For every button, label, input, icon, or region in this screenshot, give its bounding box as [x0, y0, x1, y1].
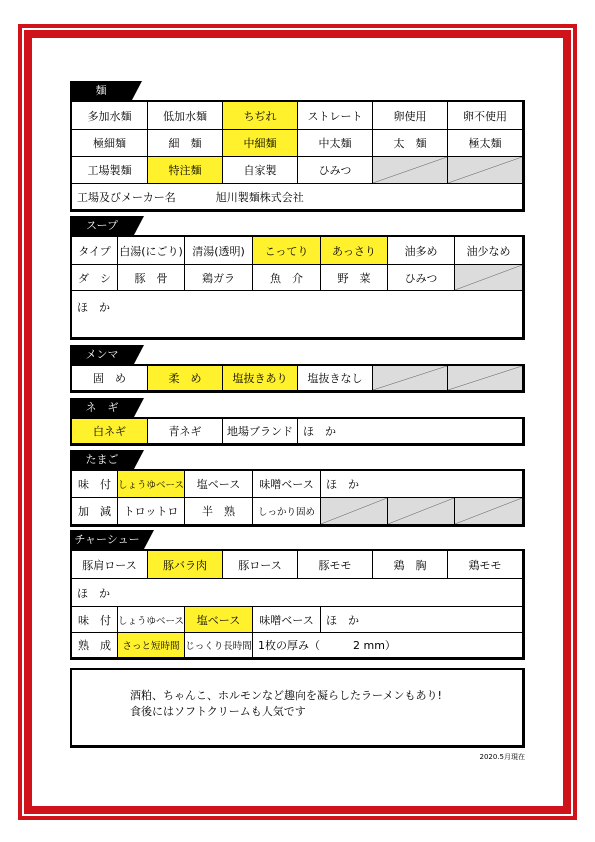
option-cell[interactable]: 豚肩ロース	[82, 558, 137, 572]
option-cell[interactable]: トロットロ	[117, 498, 184, 524]
option-cell-selected[interactable]: さっと短時間	[117, 633, 184, 657]
chashu-flavor-other-field[interactable]	[320, 607, 522, 632]
option-cell[interactable]: 地場ブランド	[222, 419, 297, 443]
menma-table	[70, 364, 525, 393]
option-cell[interactable]: 工場製麺	[87, 164, 132, 177]
option-cell[interactable]: 青ネギ	[147, 419, 222, 443]
option-cell-selected[interactable]: 柔 め	[147, 366, 222, 390]
option-cell[interactable]: 塩抜きなし	[297, 366, 372, 390]
empty-cell	[372, 366, 447, 390]
option-cell[interactable]: 多加水麺	[87, 109, 132, 123]
option-cell[interactable]: 中太麺	[297, 130, 372, 156]
as-of-date: 2020.5月現在	[479, 753, 525, 761]
other-label: ほ か	[77, 301, 110, 314]
chashu-table	[70, 549, 525, 660]
option-cell[interactable]: 豚ロース	[222, 551, 297, 578]
option-cell[interactable]: 鶏モモ	[447, 551, 522, 578]
noodle-row-2	[72, 129, 522, 156]
menma-label: メンマ	[70, 345, 134, 364]
option-cell[interactable]: 自家製	[222, 157, 297, 183]
row-header: タイプ	[78, 244, 111, 258]
option-cell[interactable]: 油多め	[387, 237, 454, 264]
option-cell[interactable]: 極細麺	[93, 137, 126, 150]
option-cell-selected[interactable]: 特注麺	[147, 157, 222, 183]
other-label: ほ か	[303, 425, 336, 438]
chashu-label: チャーシュー	[70, 530, 144, 549]
option-cell[interactable]: ストレート	[297, 102, 372, 129]
option-cell-selected[interactable]: 豚バラ肉	[147, 551, 222, 578]
option-cell[interactable]: 魚 介	[252, 265, 320, 290]
option-cell[interactable]: ひみつ	[387, 265, 454, 290]
empty-cell	[447, 366, 522, 390]
option-cell[interactable]: 豚モモ	[297, 551, 372, 578]
soup-other-field[interactable]	[72, 291, 522, 337]
other-label: ほ か	[77, 586, 110, 600]
comment-box	[70, 668, 525, 748]
comment-line-2: 食後にはソフトクリームも人気です	[130, 705, 306, 718]
egg-row-1	[72, 471, 522, 497]
option-cell[interactable]: 鶏 胸	[372, 551, 447, 578]
empty-cell	[320, 498, 387, 524]
option-cell[interactable]: 半 熟	[184, 498, 252, 524]
maker-value: 旭川製麺株式会社	[215, 191, 304, 204]
option-cell[interactable]: 太 麺	[372, 130, 447, 156]
row-header: 熟 成	[78, 639, 111, 652]
egg-row-2	[72, 497, 522, 524]
empty-cell	[454, 498, 522, 524]
menma-row	[72, 366, 522, 390]
soup-table	[70, 235, 525, 340]
option-cell-selected[interactable]: しょうゆベース	[117, 471, 184, 497]
option-cell[interactable]: 清湯(透明)	[184, 237, 252, 264]
chashu-row-4	[72, 632, 522, 657]
maker-field[interactable]	[72, 184, 522, 210]
option-cell[interactable]: 野 菜	[320, 265, 387, 290]
empty-cell	[372, 157, 447, 183]
chashu-row-2	[72, 578, 522, 606]
chashu-row-3	[72, 606, 522, 632]
row-header: 加 減	[78, 505, 111, 518]
chashu-other-field[interactable]	[72, 579, 522, 606]
empty-cell	[447, 157, 522, 183]
soup-other-row	[72, 290, 522, 337]
negi-label: ネ ギ	[70, 398, 134, 417]
option-cell-selected[interactable]: ちぢれ	[222, 102, 297, 129]
option-cell[interactable]: 固 め	[93, 372, 126, 385]
egg-label: たまご	[70, 450, 134, 469]
option-cell-selected[interactable]: あっさり	[320, 237, 387, 264]
maker-label: 工場及びメーカー名	[77, 191, 176, 204]
empty-cell	[454, 265, 522, 290]
noodle-row-1	[72, 102, 522, 129]
option-cell[interactable]: 白湯(にごり)	[117, 237, 184, 264]
soup-label: スープ	[70, 216, 134, 235]
option-cell[interactable]: 卵使用	[372, 102, 447, 129]
thickness-field[interactable]: 1枚の厚み（ 2 mm）	[252, 633, 522, 657]
egg-other-field[interactable]	[320, 471, 522, 497]
option-cell[interactable]: 油少なめ	[454, 237, 522, 264]
option-cell[interactable]: 塩ベース	[184, 471, 252, 497]
option-cell[interactable]: 豚 骨	[117, 265, 184, 290]
noodle-row-3	[72, 156, 522, 183]
option-cell[interactable]: しっかり固め	[252, 498, 320, 524]
option-cell[interactable]: 鶏ガラ	[184, 265, 252, 290]
option-cell-selected[interactable]: 白ネギ	[72, 419, 147, 443]
option-cell[interactable]: しょうゆベース	[117, 607, 184, 632]
soup-row-1	[72, 237, 522, 264]
option-cell[interactable]: 味噌ベース	[252, 607, 320, 632]
option-cell[interactable]: じっくり長時間	[184, 633, 252, 657]
other-label: ほ か	[326, 613, 359, 627]
row-header: ダ シ	[78, 271, 111, 285]
egg-table	[70, 469, 525, 527]
option-cell[interactable]: ひみつ	[297, 157, 372, 183]
chashu-row-1	[72, 551, 522, 578]
negi-other-field[interactable]	[297, 419, 522, 443]
option-cell[interactable]: 細 麺	[147, 130, 222, 156]
negi-table	[70, 417, 525, 446]
option-cell-selected[interactable]: 塩ベース	[184, 607, 252, 632]
option-cell[interactable]: 低加水麺	[147, 102, 222, 129]
row-header: 味 付	[78, 613, 111, 627]
noodle-maker-row	[72, 183, 522, 210]
option-cell-selected[interactable]: 中細麺	[222, 130, 297, 156]
comment-line-1: 酒粕、ちゃんこ、ホルモンなど趣向を凝らしたラーメンもあり!	[130, 689, 442, 702]
noodle-table	[70, 100, 525, 212]
negi-row	[72, 419, 522, 443]
option-cell[interactable]: 味噌ベース	[252, 471, 320, 497]
row-header: 味 付	[78, 478, 111, 491]
empty-cell	[387, 498, 454, 524]
soup-row-2	[72, 264, 522, 290]
option-cell-selected[interactable]: こってり	[252, 237, 320, 264]
other-label: ほ か	[326, 478, 359, 491]
noodle-label: 麺	[70, 81, 132, 100]
option-cell[interactable]: 極太麺	[447, 130, 522, 156]
option-cell-selected[interactable]: 塩抜きあり	[222, 366, 297, 390]
option-cell[interactable]: 卵不使用	[447, 102, 522, 129]
